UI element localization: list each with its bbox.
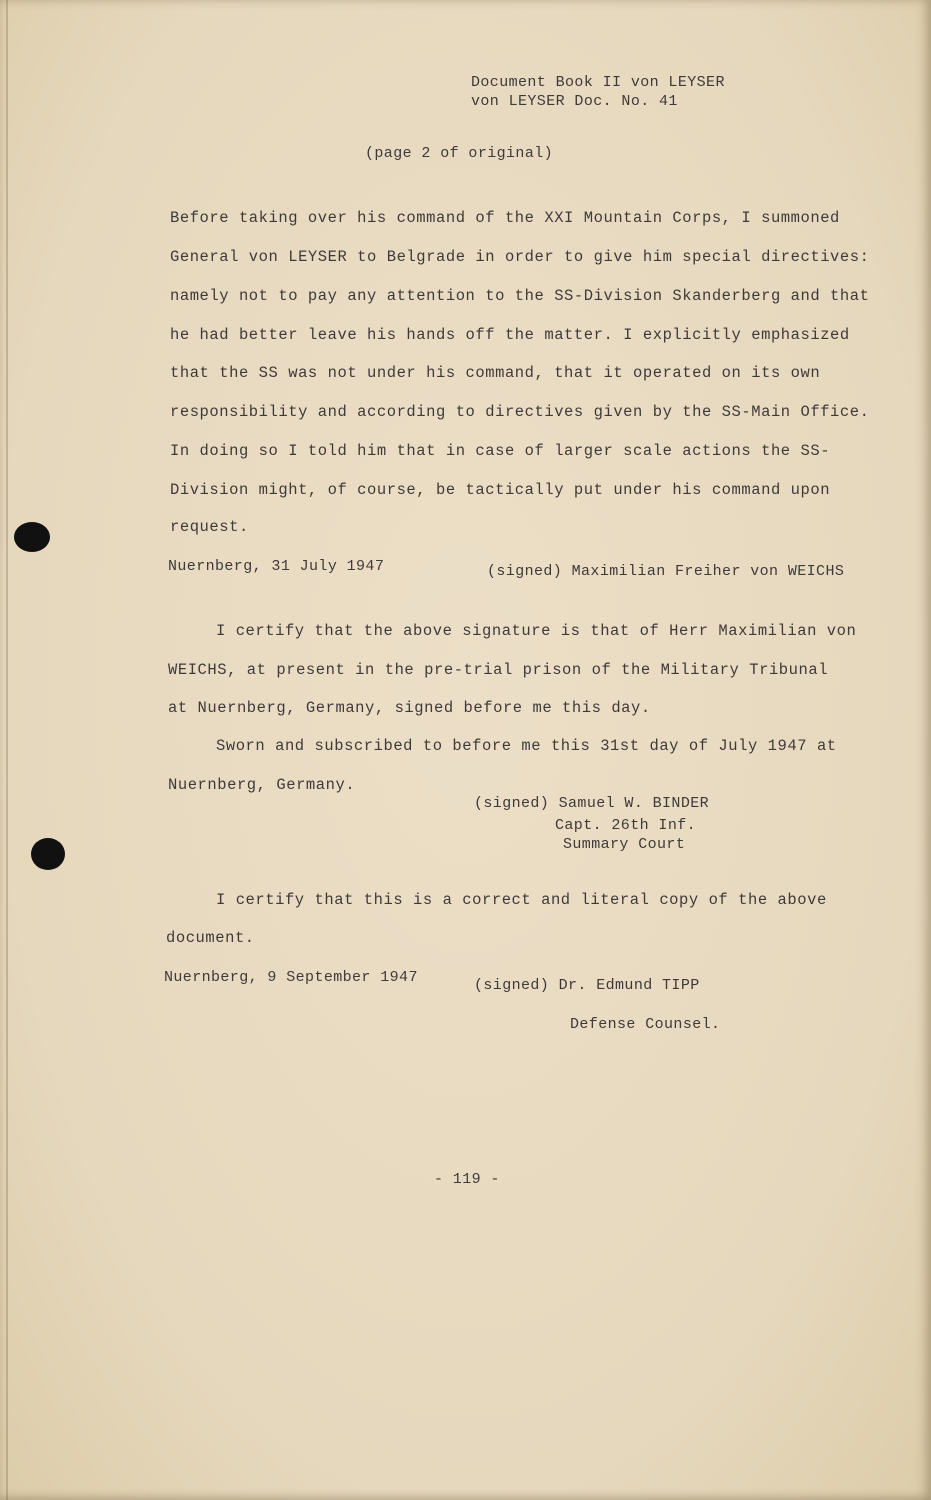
page-number: - 119 - <box>434 1171 500 1188</box>
binder-rank: Capt. 26th Inf. <box>555 817 697 834</box>
paragraph-line: request. <box>170 518 249 536</box>
copy-cert-signed: (signed) Dr. Edmund TIPP <box>474 977 700 994</box>
paragraph-line: In doing so I told him that in case of larger scale actions the SS- <box>170 442 831 460</box>
binder-signed: (signed) Samuel W. BINDER <box>474 795 710 812</box>
signature1-place-date: Nuernberg, 31 July 1947 <box>168 558 385 575</box>
copy-cert-line: I certify that this is a correct and literal copy of the above <box>216 891 827 909</box>
copy-cert-role: Defense Counsel. <box>570 1016 721 1033</box>
paragraph-line: that the SS was not under his command, that it operated on its own <box>170 364 821 382</box>
certification-line: at Nuernberg, Germany, signed before me this day. <box>168 699 651 717</box>
punch-hole-top <box>14 522 50 552</box>
paragraph-line: responsibility and according to directives given by the SS-Main Office. <box>170 403 870 421</box>
sworn-line: Sworn and subscribed to before me this 31st day of July 1947 at <box>216 737 837 755</box>
binder-role: Summary Court <box>563 836 686 853</box>
page-edge-line <box>6 0 8 1500</box>
paragraph-line: Division might, of course, be tactically put under his command upon <box>170 481 831 499</box>
paragraph-line: Before taking over his command of the XXI Mountain Corps, I summoned <box>170 209 840 227</box>
paragraph-line: he had better leave his hands off the matter. I explicitly emphasized <box>170 326 850 344</box>
copy-cert-line: document. <box>166 929 255 947</box>
punch-hole-bottom <box>31 838 65 870</box>
signature1-signed: (signed) Maximilian Freiher von WEICHS <box>487 563 845 580</box>
page-note: (page 2 of original) <box>365 145 554 162</box>
copy-cert-place-date: Nuernberg, 9 September 1947 <box>164 969 418 986</box>
header-line-2: von LEYSER Doc. No. 41 <box>471 93 678 110</box>
paragraph-line: namely not to pay any attention to the SS-Division Skanderberg and that <box>170 287 870 305</box>
header-line-1: Document Book II von LEYSER <box>471 74 725 91</box>
certification-line: I certify that the above signature is that of Herr Maximilian von <box>216 622 857 640</box>
paragraph-line: General von LEYSER to Belgrade in order to give him special directives: <box>170 248 870 266</box>
sworn-line: Nuernberg, Germany. <box>168 776 356 794</box>
certification-line: WEICHS, at present in the pre-trial prison of the Military Tribunal <box>168 661 829 679</box>
